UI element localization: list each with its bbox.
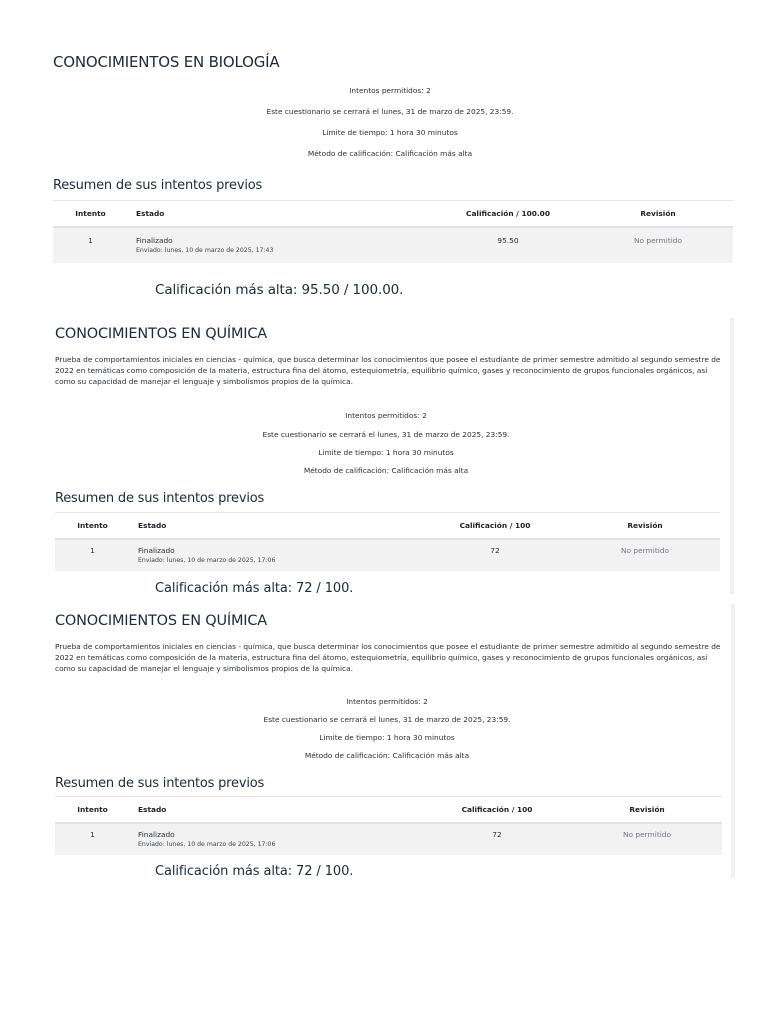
attempts-table xyxy=(55,796,722,855)
grading-method: Método de calificación: Calificación más alta xyxy=(303,466,469,475)
col-calificacion: Calificación / 100.00 xyxy=(433,201,583,228)
time-limit: Limite de tiempo: 1 hora 30 minutos xyxy=(318,448,454,457)
highest-grade: Calificación más alta: 95.50 / 100.00. xyxy=(155,282,404,298)
attempts-allowed: Intentos permitidos: 2 xyxy=(349,86,431,95)
attempt-submitted: Enviado: lunes, 10 de marzo de 2025, 17:06 xyxy=(138,841,276,848)
attempt-state-cell xyxy=(128,227,433,263)
attempt-review: No permitido xyxy=(583,227,733,263)
quiz-block-quimica-2 xyxy=(45,606,729,886)
quiz-description: Prueba de comportamientos iniciales en ciencias - química, que busca determinar los conocimientos que posee el estudiante de primer semestre admitido al segundo semestre de 2022 en temáticas como composición de la materia, estructura fina del átomo, estequiometría, equilibrio químico, gases y reconocimiento de grupos funcionales orgánicos, así como su capacidad de manejar el lenguaje y simbolismos propios de la química. xyxy=(55,642,721,673)
quiz-title: CONOCIMIENTOS EN QUÍMICA xyxy=(55,326,268,342)
attempt-number: 1 xyxy=(55,539,130,571)
time-limit: Limite de tiempo: 1 hora 30 minutos xyxy=(319,733,455,742)
attempt-state: Finalizado xyxy=(138,830,175,839)
grading-method: Método de calificación: Calificación más alta xyxy=(304,751,470,760)
table-row xyxy=(55,823,722,855)
attempts-table-wrap xyxy=(53,200,733,263)
summary-heading: Resumen de sus intentos previos xyxy=(53,178,263,193)
attempt-grade: 72 xyxy=(422,823,572,855)
highest-grade: Calificación más alta: 72 / 100. xyxy=(155,581,354,596)
col-estado: Estado xyxy=(128,201,433,228)
close-date: Este cuestionario se cerrará el lunes, 31 de marzo de 2025, 23:59. xyxy=(266,107,514,116)
col-calificacion: Calificación / 100 xyxy=(420,513,570,540)
col-revision: Revisión xyxy=(583,201,733,228)
col-estado: Estado xyxy=(130,797,422,824)
highest-grade: Calificación más alta: 72 / 100. xyxy=(155,864,354,879)
grading-method: Método de calificación: Calificación más alta xyxy=(307,149,473,158)
attempt-state-cell xyxy=(130,823,422,855)
table-row xyxy=(55,539,720,571)
attempts-table-wrap xyxy=(55,512,720,571)
attempts-allowed: Intentos permitidos: 2 xyxy=(345,411,427,420)
col-calificacion: Calificación / 100 xyxy=(422,797,572,824)
quiz-title: CONOCIMIENTOS EN QUÍMICA xyxy=(55,613,268,629)
summary-heading: Resumen de sus intentos previos xyxy=(55,491,265,506)
col-intento: Intento xyxy=(55,513,130,540)
close-date: Este cuestionario se cerrará el lunes, 31 de marzo de 2025, 23:59. xyxy=(262,430,510,439)
col-revision: Revisión xyxy=(570,513,720,540)
quiz-description: Prueba de comportamientos iniciales en ciencias - química, que busca determinar los conocimientos que posee el estudiante de primer semestre admitido al segundo semestre de 2022 en temáticas como composición de la materia, estructura fina del átomo, estequiometría, equilibrio químico, gases y reconocimiento de grupos funcionales orgánicos, así como su capacidad de manejar el lenguaje y simbolismos propios de la química. xyxy=(55,355,721,386)
attempts-table-wrap xyxy=(55,796,722,855)
close-date: Este cuestionario se cerrará el lunes, 31 de marzo de 2025, 23:59. xyxy=(263,715,511,724)
attempt-submitted: Enviado: lunes, 10 de marzo de 2025, 17:06 xyxy=(138,557,276,564)
attempt-state: Finalizado xyxy=(138,546,175,555)
quiz-block-biologia xyxy=(45,48,735,310)
attempt-number: 1 xyxy=(53,227,128,263)
attempt-submitted: Enviado: lunes, 10 de marzo de 2025, 17:43 xyxy=(136,247,274,254)
quiz-block-quimica-1 xyxy=(45,320,727,602)
attempt-grade: 95.50 xyxy=(433,227,583,263)
attempts-table xyxy=(53,200,733,263)
attempts-allowed: Intentos permitidos: 2 xyxy=(346,697,428,706)
scrollbar-track xyxy=(731,604,735,878)
attempt-state: Finalizado xyxy=(136,236,173,245)
time-limit: Límite de tiempo: 1 hora 30 minutos xyxy=(322,128,458,137)
attempt-grade: 72 xyxy=(420,539,570,571)
col-estado: Estado xyxy=(130,513,420,540)
attempts-table xyxy=(55,512,720,571)
col-revision: Revisión xyxy=(572,797,722,824)
scrollbar-track xyxy=(730,318,734,594)
summary-heading: Resumen de sus intentos previos xyxy=(55,776,265,791)
col-intento: Intento xyxy=(55,797,130,824)
attempt-review: No permitido xyxy=(572,823,722,855)
table-row xyxy=(53,227,733,263)
col-intento: Intento xyxy=(53,201,128,228)
attempt-review: No permitido xyxy=(570,539,720,571)
attempt-state-cell xyxy=(130,539,420,571)
attempt-number: 1 xyxy=(55,823,130,855)
quiz-title: CONOCIMIENTOS EN BIOLOGÍA xyxy=(53,53,280,71)
